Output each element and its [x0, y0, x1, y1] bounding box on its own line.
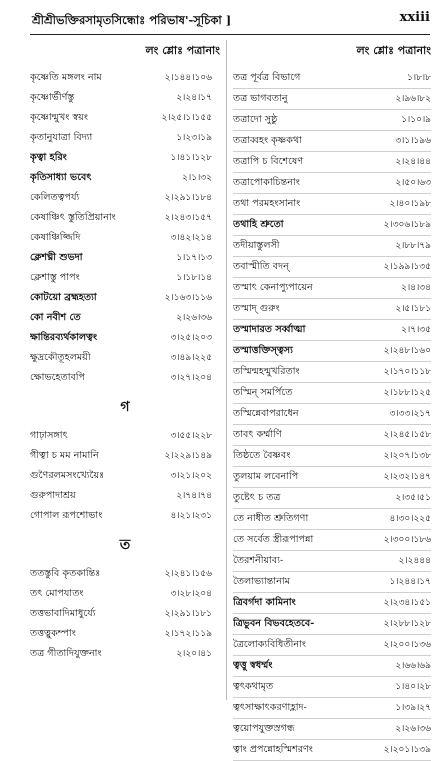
- page-header: [30, 6, 430, 35]
- index-entry: [233, 530, 431, 551]
- index-entry: [233, 677, 431, 698]
- entry-term: কেষাঞ্চিৎ স্তুতিপ্রিয়ানাং: [30, 212, 116, 223]
- entry-term: ততস্তুবি কৃতকান্তিঃ: [30, 568, 101, 579]
- entry-reference: ৩।৪২।২১৪: [170, 233, 212, 243]
- entry-reference: ২।৬৬।৬৯: [395, 661, 431, 671]
- index-entry: [30, 506, 220, 526]
- right-column: [233, 40, 431, 761]
- entry-reference: ২।২০৭।১৩৮: [383, 451, 431, 461]
- entry-reference: ২।২৩২।১৪৭: [383, 472, 431, 482]
- entry-term: তথাহি শ্রুতো: [233, 219, 284, 230]
- index-entry: [233, 635, 431, 656]
- entry-term: তত্র গীতাদিযুক্তনাং: [30, 648, 102, 659]
- entry-reference: ২।৪।৩৪: [401, 283, 431, 293]
- entry-term: তদীয়াস্তুলসী: [233, 240, 280, 251]
- index-entry: [30, 248, 220, 268]
- index-entry: [233, 446, 431, 467]
- entry-reference: ৪।৩০।২২৫: [389, 514, 431, 524]
- entry-reference: ১।৮।৮: [407, 73, 431, 83]
- entry-term: ত্বৎকথামৃত: [233, 681, 274, 692]
- entry-term: তত্রাদো সুষ্ঠু: [233, 114, 278, 125]
- entry-reference: ২।৯৬।৮২: [395, 94, 431, 104]
- left-column-heading: লং শ্লোঃ পত্রানাং: [145, 44, 220, 57]
- entry-reference: ২।২৬।৩৬: [176, 313, 212, 323]
- entry-reference: ২।৩৫।৫১: [395, 493, 431, 503]
- index-entry: [233, 362, 431, 383]
- entry-reference: ২।২৪৫।১৫৮: [383, 430, 431, 440]
- entry-reference: ৩।৫৫।২২৮: [170, 431, 212, 441]
- index-entry: [30, 328, 220, 348]
- entry-term: তত্রাপি চ বিশেষেণ: [233, 156, 304, 167]
- entry-term: তৈলাভ্যান্তানাম: [233, 576, 290, 587]
- entry-reference: ২।২২৯।১৪৯: [164, 451, 212, 461]
- entry-reference: ২।২০০।১৩৬: [383, 640, 431, 650]
- entry-reference: ৪।২১।২৩১: [170, 511, 212, 521]
- index-entry: [30, 168, 220, 188]
- page-number: xxiii: [399, 10, 430, 25]
- entry-reference: ২।২৮৮।১২৮: [383, 619, 431, 629]
- entry-reference: ১।১০।৯: [401, 115, 431, 125]
- index-entry: [30, 228, 220, 248]
- index-entry: [233, 131, 431, 152]
- page-title: শ্রীশ্রীভক্তিরসামৃতসিন্ধোঃ পরিভাষ'-সূচিকা ]: [32, 13, 232, 27]
- index-entry: [30, 88, 220, 108]
- index-entry: [233, 740, 431, 761]
- entry-term: তবাস্মীতি বদন্: [233, 261, 289, 272]
- entry-reference: ২।২৪।১৭: [176, 93, 212, 103]
- entry-reference: ৩।৪৯।২২৫: [170, 353, 212, 363]
- index-entry: [233, 215, 431, 236]
- entry-term: কৃত্বা হরিং: [30, 152, 67, 163]
- entry-term: তুষ্টেৎ চ তত্র: [233, 492, 281, 503]
- entry-term: তাবৎ কর্ম্মাণি: [233, 429, 282, 440]
- entry-reference: ২।২৪৩।১৫৭: [164, 213, 212, 223]
- index-entry: [233, 236, 431, 257]
- index-entry: [30, 108, 220, 128]
- entry-reference: ২।১।৩২: [182, 173, 212, 183]
- index-entry: [233, 194, 431, 215]
- right-index-entries: [233, 68, 431, 761]
- index-entry: [233, 719, 431, 740]
- entry-term: কৃষ্ণোর্ভীৰ্ণস্তু: [30, 92, 75, 103]
- index-entry: [30, 208, 220, 228]
- index-entry: [30, 466, 220, 486]
- entry-term: ত্বাং প্রপন্নোহস্মিশরণং: [233, 744, 313, 755]
- entry-reference: ২।২৪১।১৫৬: [164, 569, 212, 579]
- entry-reference: ২।১৬৩।১১৬: [164, 293, 212, 303]
- right-column-heading: লং শ্লোঃ পত্রানাং: [356, 44, 431, 57]
- index-entry: [233, 551, 431, 572]
- entry-term: গুরুপাদাশ্রয়: [30, 490, 76, 501]
- index-entry: [233, 383, 431, 404]
- entry-reference: ৩।২১।২০২: [170, 471, 212, 481]
- entry-term: তত্রাপোকাচিন্তনাং: [233, 177, 300, 188]
- index-entry: [30, 584, 220, 604]
- entry-reference: ৩।১।১৯৬: [395, 136, 431, 146]
- entry-reference: ২।৩০৬।১৮৯: [383, 220, 431, 230]
- index-entry: [30, 446, 220, 466]
- index-entry: [30, 68, 220, 88]
- entry-term: তত্রাব্বহং কৃষ্ণকথা: [233, 135, 302, 146]
- index-entry: [30, 148, 220, 168]
- entry-term: ত্বয়োপযুক্তস্রগন্ধ: [233, 723, 295, 734]
- index-entry: [30, 564, 220, 584]
- entry-term: তস্মাদারত সর্ব্বাত্মা: [233, 324, 306, 335]
- index-entry: [30, 604, 220, 624]
- index-entry: [233, 509, 431, 530]
- entry-term: তস্মাত্তক্তিস্ত্বস্য: [233, 345, 293, 356]
- entry-reference: ২।২৯১।১৮৪: [164, 193, 212, 203]
- entry-reference: ৩।২৫।২০৩: [170, 333, 212, 343]
- entry-reference: ১।১৭।১৩: [176, 253, 212, 263]
- entry-term: তে সর্বেত স্ত্রীরূপাপন্না: [233, 534, 314, 545]
- entry-term: তস্মাৎ কেনাপ্যুপায়েন: [233, 282, 313, 293]
- entry-reference: ১।২৩।১৯: [176, 133, 212, 143]
- index-entry: [30, 624, 220, 644]
- entry-term: ত্বৎসাক্ষাৎকরণাহ্লাদ-: [233, 702, 307, 713]
- entry-term: তত্র পূর্বত্র বিভাগে: [233, 72, 301, 83]
- index-entry: [233, 152, 431, 173]
- entry-reference: ২।৪০।১৯৮: [389, 199, 431, 209]
- entry-reference: ২।১৭০।১১৮: [383, 367, 431, 377]
- index-entry: [233, 278, 431, 299]
- entry-reference: ২।২৫।১।১৫৫: [161, 113, 212, 123]
- entry-reference: ৩।২৭।২০৪: [170, 373, 212, 383]
- left-column: [30, 40, 220, 664]
- index-entry: [30, 288, 220, 308]
- entry-reference: ২।২০১।১৩৯: [383, 745, 431, 755]
- entry-reference: ২।১৭২।১১৯: [164, 629, 212, 639]
- entry-term: কৃষ্ণোন্মুখং স্বয়ং: [30, 112, 89, 123]
- entry-reference: ২।২৩৪।১৫১: [383, 598, 431, 608]
- entry-reference: ২।১৮৮।১২৫: [383, 388, 431, 398]
- index-entry: [30, 308, 220, 328]
- entry-term: কৃতানুযাত্রা বিদ্যা: [30, 132, 93, 143]
- entry-term: ত্বত্তু স্বধর্ম্মং: [233, 660, 273, 671]
- entry-term: তত্তত্নুকম্পাং: [30, 628, 76, 639]
- index-entry: [233, 341, 431, 362]
- index-entry: [233, 656, 431, 677]
- index-entry: [30, 268, 220, 288]
- entry-reference: ২।৮৮।৭৯: [395, 241, 431, 251]
- entry-term: গোপাল রূপশোভাং: [30, 510, 103, 521]
- entry-term: কো নবীশ তে: [30, 312, 81, 323]
- entry-term: তথা পরমহংসানাং: [233, 198, 301, 209]
- entry-term: কেলিতত্বপর্য্য: [30, 192, 80, 203]
- entry-reference: ২।১৯৯।১৩৫: [383, 262, 431, 272]
- index-entry: [233, 299, 431, 320]
- index-entry: [30, 128, 220, 148]
- entry-reference: ২।২৬।৩৬: [395, 724, 431, 734]
- entry-reference: ২।৭।৩৫: [401, 325, 431, 335]
- index-entry: [30, 486, 220, 506]
- entry-term: তে নাধীত শ্রুতিগণা: [233, 513, 309, 524]
- entry-reference: ২।৩০০।১৮৬: [383, 535, 431, 545]
- entry-reference: ২।২৪।৪৪: [395, 157, 431, 167]
- index-entry: [30, 348, 220, 368]
- entry-reference: ১।১৮।১৪: [176, 273, 212, 283]
- entry-term: গাঢ়াসঙ্গাৎ: [30, 430, 68, 441]
- entry-reference: ২।৫।১৮১: [395, 304, 431, 314]
- index-entry: [233, 572, 431, 593]
- entry-term: ত্রৈলোক্যবিধিতীনাং: [233, 639, 306, 650]
- entry-term: তত্র ভাগবতানু: [233, 93, 288, 104]
- entry-term: কৃতিসাধ্যা ভবেৎ: [30, 172, 92, 183]
- entry-term: ত্রিবর্গদা কামিনাং: [233, 597, 296, 608]
- entry-reference: ১।৪১।১২৮: [170, 153, 212, 163]
- entry-reference: ৩।২৮।২০৪: [170, 589, 212, 599]
- entry-term: কৃষ্ণেতি মঙ্গলং নাম: [30, 72, 102, 83]
- entry-reference: ২।২০।৪১: [176, 649, 212, 659]
- entry-term: ত্রিভুবন বিভবহেতবে-: [233, 618, 315, 629]
- entry-term: কেষাঞ্চিজ্জিদি: [30, 232, 81, 243]
- index-entry: [30, 644, 220, 664]
- entry-term: তস্মিন্মহন্মুখরিতাং: [233, 366, 300, 377]
- entry-term: ক্ষোভহেতাবপি: [30, 372, 86, 383]
- entry-reference: ১।৪০।২৮: [395, 682, 431, 692]
- index-entry: [233, 467, 431, 488]
- entry-term: তস্মিন্ সমর্পিতে: [233, 387, 293, 398]
- index-entry: [233, 614, 431, 635]
- index-entry: [233, 404, 431, 425]
- entry-term: তৈরশনীয়াব্য-: [233, 555, 284, 566]
- entry-term: গীত্বা চ মম নামানি: [30, 450, 99, 461]
- column-divider: [226, 40, 227, 700]
- entry-reference: ২।৫০।৬৩: [395, 178, 431, 188]
- section-letter: গ: [120, 399, 130, 415]
- section-letter: ত: [119, 537, 131, 553]
- entry-term: গুণৈরলমসংখ্যেয়ৈঃ: [30, 470, 105, 481]
- entry-term: ক্লেশঘ্নী শুভদা: [30, 252, 83, 263]
- entry-reference: ৩।৩৩।২১৭: [389, 409, 431, 419]
- entry-term: ক্লেশাস্তু পাপং: [30, 272, 80, 283]
- index-entry: [233, 68, 431, 89]
- index-entry: [233, 110, 431, 131]
- entry-term: ক্ষান্তিরব্যর্থকালত্বং: [30, 332, 98, 343]
- index-entry: [233, 89, 431, 110]
- entry-term: তস্মাদ্ গুরুং: [233, 303, 280, 314]
- index-entry: [233, 320, 431, 341]
- index-entry: [30, 426, 220, 446]
- entry-term: তস্মিন্নেবাপরাধেন: [233, 408, 299, 419]
- index-entry: [30, 368, 220, 388]
- entry-term: কোটয়ো ব্রহ্মহত্যা: [30, 292, 97, 303]
- entry-reference: ২।২৪৮।১৬০: [383, 346, 431, 356]
- entry-term: তিষ্ঠতে বৈষ্ণবং: [233, 450, 291, 461]
- index-entry: [233, 173, 431, 194]
- entry-reference: ২।২৪৪৪: [398, 556, 431, 566]
- index-entry: [233, 488, 431, 509]
- entry-term: তৎ মোপযাতং: [30, 588, 84, 599]
- index-entry: [233, 425, 431, 446]
- index-entry: [30, 188, 220, 208]
- index-entry: [233, 593, 431, 614]
- index-entry: [233, 257, 431, 278]
- entry-term: ক্ষুদ্রকৌতূহলময়ী: [30, 352, 91, 363]
- entry-reference: ২।৭৪।৭৪: [176, 491, 212, 501]
- left-index-entries: [30, 68, 220, 664]
- entry-reference: ২।২৯১।১৮১: [164, 609, 212, 619]
- entry-term: তুলয়াম লবেনাপি: [233, 471, 299, 482]
- entry-reference: ২।১৪৪।১০৬: [164, 73, 212, 83]
- entry-term: তত্তভাবাদিমাধুর্য্যে: [30, 608, 96, 619]
- entry-reference: ১।৩৯।২৭: [395, 703, 431, 713]
- entry-reference: ১।২৪৪।১৭: [389, 577, 431, 587]
